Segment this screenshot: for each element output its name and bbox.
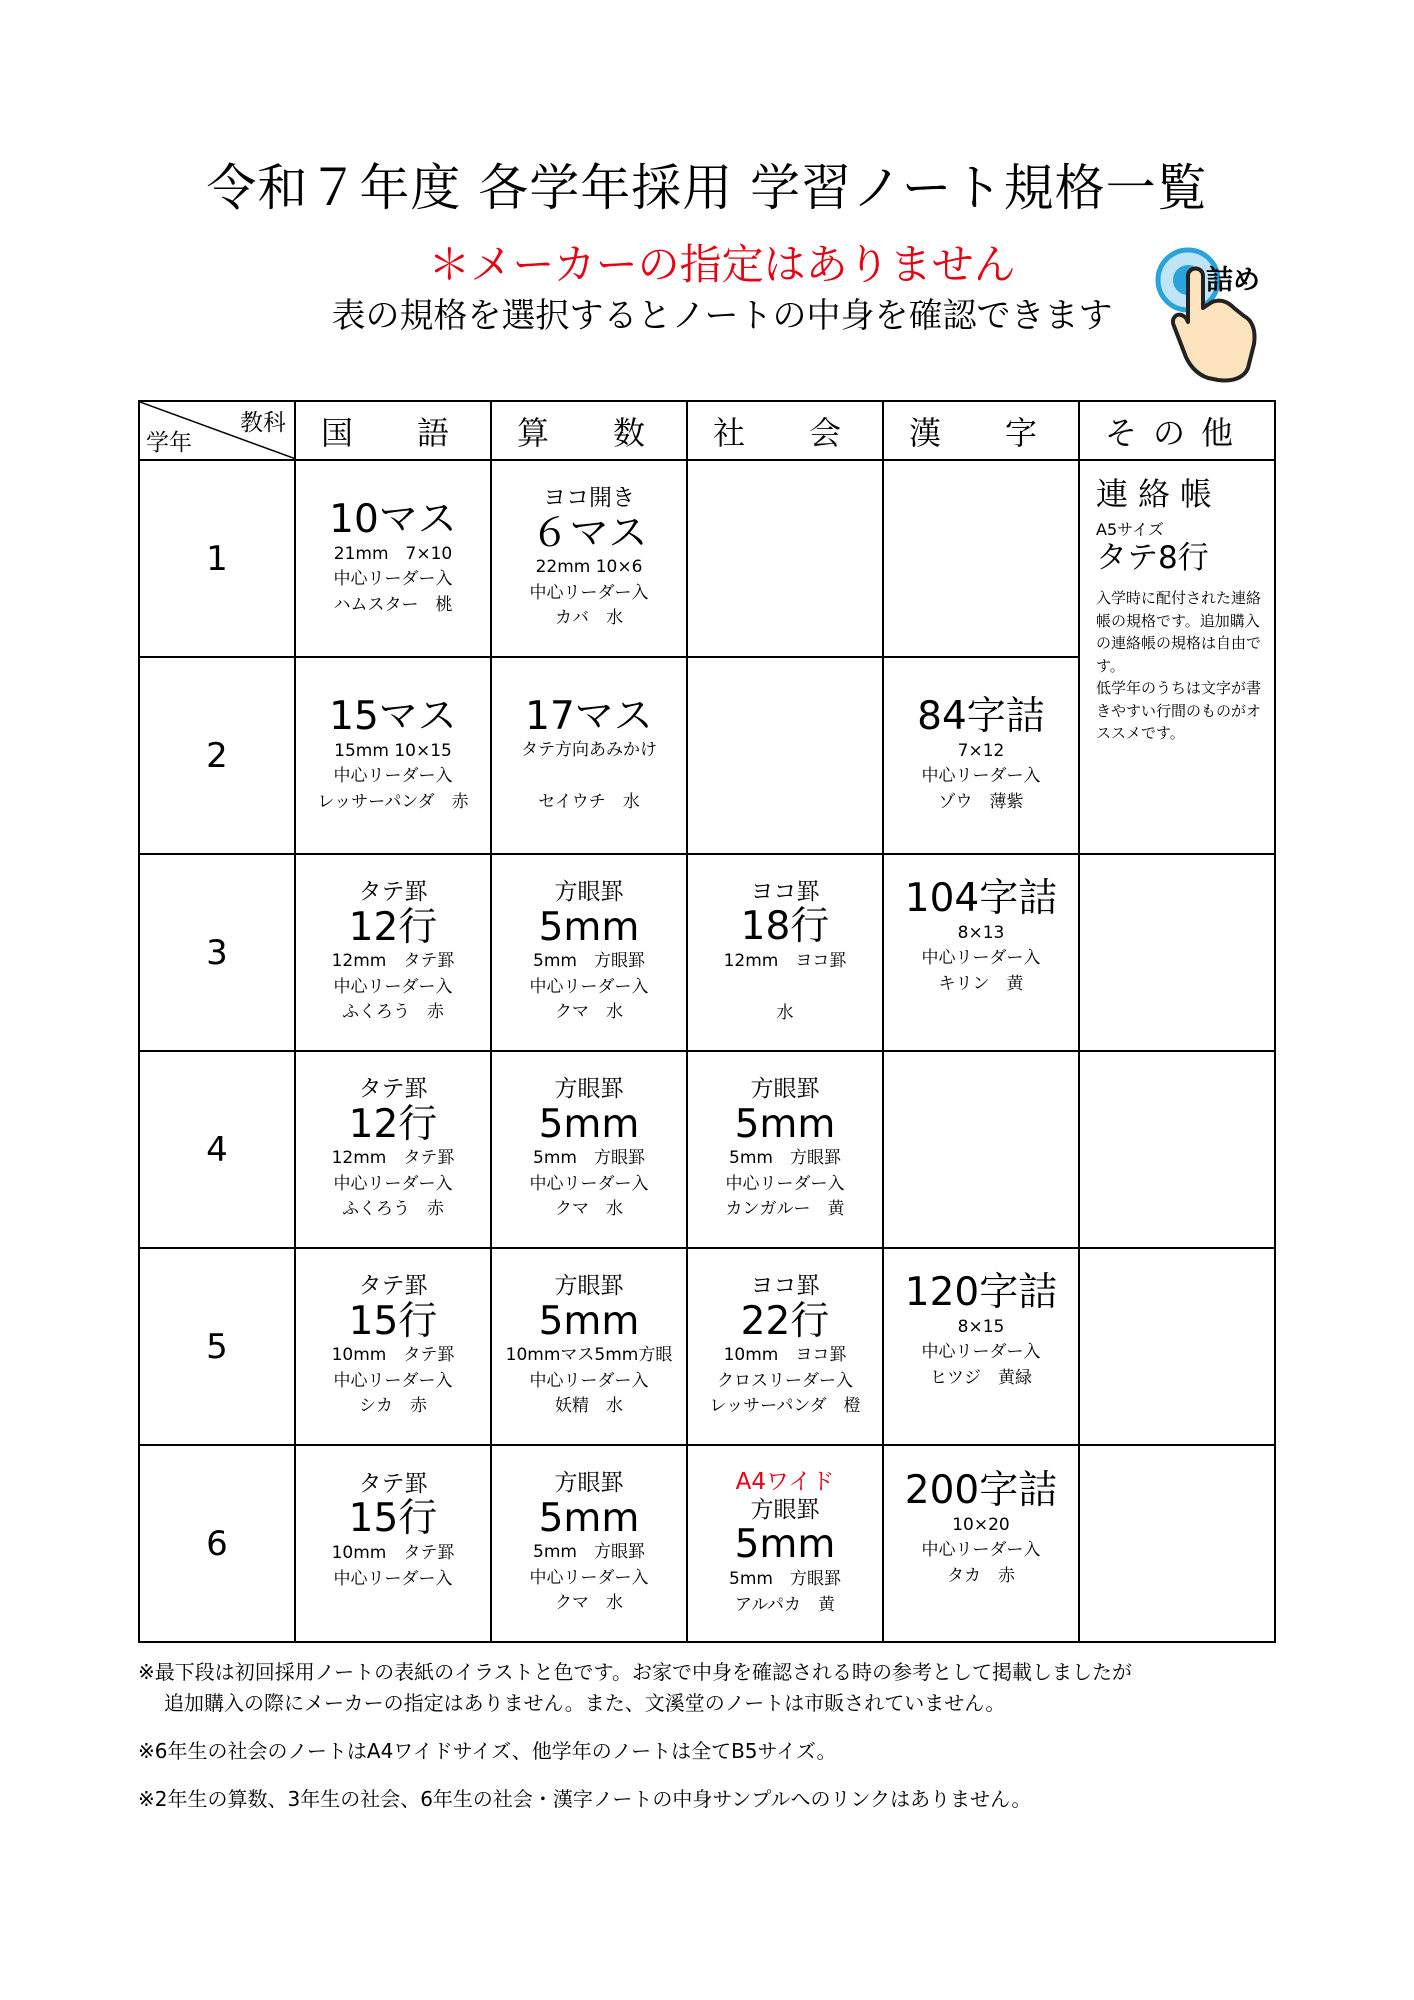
grade-row xyxy=(139,854,1275,1051)
spec-leader: 中心リーダー入 xyxy=(921,1540,1041,1561)
spec-detail: 12mm ヨコ罫 xyxy=(723,951,847,972)
spec-cover: キリン 黄 xyxy=(938,973,1024,994)
spec-label: ヨコ開き xyxy=(543,485,635,511)
spec-main: 104字詰 xyxy=(904,875,1058,921)
spec-main: 22行 xyxy=(740,1298,830,1344)
spec-cover: シカ 赤 xyxy=(359,1396,427,1417)
empty-cell xyxy=(1079,854,1275,1051)
grade-label: 5 xyxy=(139,1248,295,1445)
other-rule: タテ8行 xyxy=(1096,540,1209,576)
spec-label: タテ罫 xyxy=(358,1470,428,1497)
spec-main: 15行 xyxy=(348,1496,438,1542)
spec-cell-g2-kokugo[interactable] xyxy=(295,657,491,854)
spec-detail: 10mm タテ罫 xyxy=(331,1345,455,1366)
spec-label: タテ罫 xyxy=(358,1076,428,1102)
spec-cover: ハムスター 桃 xyxy=(333,594,453,615)
spec-detail: 10mm ヨコ罫 xyxy=(723,1345,847,1366)
grade-row xyxy=(139,460,1275,657)
spec-cell-g6-sansu[interactable] xyxy=(491,1445,687,1642)
spec-cell-g1-sansu[interactable] xyxy=(491,460,687,657)
grade-label: 3 xyxy=(139,854,295,1051)
spec-main: 200字詰 xyxy=(904,1467,1058,1513)
spec-cell-g3-shakai[interactable] xyxy=(687,854,883,1051)
spec-cover: ふくろう 赤 xyxy=(342,1002,444,1023)
spec-main: 10マス xyxy=(329,496,457,542)
spec-cell-g1-kokugo[interactable] xyxy=(295,460,491,657)
footnote-1: ※最下段は初回採用ノートの表紙のイラストと色です。お家で中身を確認される時の参考として掲載しましたが xyxy=(138,1660,1132,1684)
header-row xyxy=(139,401,1275,460)
spec-label: 方眼罫 xyxy=(750,1496,820,1523)
empty-cell xyxy=(1079,1248,1275,1445)
spec-cover: クマ 水 xyxy=(555,1199,623,1220)
spec-main: 15行 xyxy=(348,1298,438,1344)
footnote-1-cont: 追加購入の際にメーカーの指定はありません。また、文溪堂のノートは市販されていません。 xyxy=(164,1691,1006,1715)
subject-shakai: 社 会 xyxy=(687,401,883,460)
spec-leader: 中心リーダー入 xyxy=(333,976,453,997)
other-title: 連絡帳 xyxy=(1096,475,1223,513)
spec-cell-g3-sansu[interactable] xyxy=(491,854,687,1051)
spec-main: 18行 xyxy=(740,904,830,950)
spec-detail: 5mm 方眼罫 xyxy=(729,1148,841,1169)
other-description: 入学時に配付された連絡帳の規格です。追加購入の連絡帳の規格は自由です。 低学年のうちは文字が書きやすい行間のものがオススメです。 xyxy=(1096,589,1262,743)
spec-cell-g5-kokugo[interactable] xyxy=(295,1248,491,1445)
spec-detail: 12mm タテ罫 xyxy=(331,951,455,972)
spec-detail: 21mm 7×10 xyxy=(333,543,453,564)
spec-label: タテ罫 xyxy=(358,879,428,905)
spec-cover: レッサーパンダ 橙 xyxy=(709,1396,861,1417)
spec-cover: カンガルー 黄 xyxy=(725,1199,845,1220)
spec-leader: 中心リーダー入 xyxy=(529,582,649,603)
spec-main: 5mm xyxy=(538,1101,640,1147)
spec-cell-g5-shakai[interactable] xyxy=(687,1248,883,1445)
notebook-spec-table xyxy=(138,400,1276,1643)
spec-main: 15マス xyxy=(329,693,457,739)
spec-cover: 水 xyxy=(776,1002,794,1023)
empty-cell xyxy=(687,657,883,854)
spec-leader: 中心リーダー入 xyxy=(333,1370,453,1391)
spec-leader: 中心リーダー入 xyxy=(333,1173,453,1194)
spec-label: 方眼罫 xyxy=(554,1273,624,1299)
spec-cover: セイウチ 水 xyxy=(538,791,640,812)
spec-detail: 5mm 方眼罫 xyxy=(533,1542,645,1563)
spec-main: 120字詰 xyxy=(904,1269,1058,1315)
spec-label: ヨコ罫 xyxy=(750,878,820,905)
spec-cover: アルパカ 黄 xyxy=(734,1594,836,1615)
spec-main: 5mm xyxy=(538,1495,640,1541)
spec-leader: 中心リーダー入 xyxy=(921,1342,1041,1363)
spec-leader: クロスリーダー入 xyxy=(717,1370,853,1391)
subject-axis-label: 教科 xyxy=(240,410,286,436)
spec-cell-g2-sansu[interactable] xyxy=(491,657,687,854)
subject-kokugo: 国 語 xyxy=(295,401,491,460)
spec-leader: 中心リーダー入 xyxy=(529,1173,649,1194)
maker-notice: ＊メーカーの指定はありません xyxy=(428,240,1016,289)
grade-row xyxy=(139,1445,1275,1642)
grade-axis-label: 学年 xyxy=(146,430,192,456)
spec-label: タテ罫 xyxy=(358,1273,428,1299)
grade-label: 1 xyxy=(139,460,295,657)
spec-leader: 中心リーダー入 xyxy=(529,976,649,997)
spec-cell-g6-kanji[interactable] xyxy=(883,1445,1079,1642)
spec-main: 12行 xyxy=(348,904,438,950)
spec-detail: 8×15 xyxy=(957,1316,1005,1337)
spec-main: 5mm xyxy=(538,904,640,950)
spec-label: ヨコ罫 xyxy=(750,1273,820,1299)
spec-cover: クマ 水 xyxy=(555,1593,623,1614)
tap-hint xyxy=(1148,246,1298,386)
spec-detail: 10×20 xyxy=(952,1514,1010,1535)
spec-detail: 22mm 10×6 xyxy=(535,557,643,578)
spec-main: 5mm xyxy=(734,1101,836,1147)
subject-sansu: 算 数 xyxy=(491,401,687,460)
spec-cell-g5-kanji[interactable] xyxy=(883,1248,1079,1445)
grade-row xyxy=(139,1051,1275,1248)
spec-leader: 中心リーダー入 xyxy=(529,1370,649,1391)
spec-leader: 中心リーダー入 xyxy=(529,1567,649,1588)
spec-main: 84字詰 xyxy=(917,693,1045,739)
spec-detail: タテ方向あみかけ xyxy=(521,740,657,761)
spec-detail: 5mm 方眼罫 xyxy=(533,951,645,972)
spec-cell-g4-shakai[interactable] xyxy=(687,1051,883,1248)
empty-cell xyxy=(883,460,1079,657)
spec-leader: 中心リーダー入 xyxy=(333,766,453,787)
spec-leader: 中心リーダー入 xyxy=(921,766,1041,787)
footnotes xyxy=(138,1657,1288,1832)
spec-detail: 5mm 方眼罫 xyxy=(533,1148,645,1169)
spec-detail: 5mm 方眼罫 xyxy=(729,1569,841,1590)
corner-cell xyxy=(139,401,295,460)
spec-leader: 中心リーダー入 xyxy=(921,948,1041,969)
spec-label: 方眼罫 xyxy=(750,1076,820,1102)
spec-cell-g6-shakai[interactable] xyxy=(687,1445,883,1642)
grade-label: 6 xyxy=(139,1445,295,1642)
spec-cover: カバ 水 xyxy=(555,608,623,629)
page-title: 令和７年度 各学年採用 学習ノート規格一覧 xyxy=(206,159,1208,217)
other-renrakucho-cell xyxy=(1079,460,1275,854)
spec-detail: 7×12 xyxy=(957,740,1005,761)
instruction-text: 表の規格を選択するとノートの中身を確認できます xyxy=(331,296,1113,336)
subject-kanji: 漢 字 xyxy=(883,401,1079,460)
empty-cell xyxy=(1079,1445,1275,1642)
footnote-2: ※6年生の社会のノートはA4ワイドサイズ、他学年のノートは全てB5サイズ。 xyxy=(138,1739,837,1763)
empty-cell xyxy=(1079,1051,1275,1248)
spec-cell-g3-kokugo[interactable] xyxy=(295,854,491,1051)
spec-detail: 12mm タテ罫 xyxy=(331,1148,455,1169)
grade-label: 4 xyxy=(139,1051,295,1248)
spec-detail: 15mm 10×15 xyxy=(334,740,452,761)
paper-size-badge: A4ワイド xyxy=(735,1468,835,1495)
spec-cell-g5-sansu[interactable] xyxy=(491,1248,687,1445)
spec-label: 方眼罫 xyxy=(554,1076,624,1102)
footnote-3: ※2年生の算数、3年生の社会、6年生の社会・漢字ノートの中身サンプルへのリンクはありません。 xyxy=(138,1787,1032,1811)
spec-cover: 妖精 水 xyxy=(555,1396,623,1417)
spec-cell-g4-sansu[interactable] xyxy=(491,1051,687,1248)
spec-cell-g4-kokugo[interactable] xyxy=(295,1051,491,1248)
spec-detail: 10mmマス5mm方眼 xyxy=(505,1345,673,1366)
spec-label: 方眼罫 xyxy=(554,1470,624,1496)
spec-main: 17マス xyxy=(525,693,653,739)
grade-label: 2 xyxy=(139,657,295,854)
spec-cover: クマ 水 xyxy=(555,1002,623,1023)
tap-label: 詰め xyxy=(1206,265,1260,296)
empty-cell xyxy=(883,1051,1079,1248)
other-size: A5サイズ xyxy=(1096,520,1164,539)
spec-cell-g3-kanji[interactable] xyxy=(883,854,1079,1051)
spec-cover: ゾウ 薄紫 xyxy=(938,791,1024,812)
spec-main: 5mm xyxy=(538,1298,640,1344)
spec-leader: 中心リーダー入 xyxy=(725,1173,845,1194)
spec-main: 12行 xyxy=(348,1101,438,1147)
spec-leader: 中心リーダー入 xyxy=(333,569,453,590)
spec-cell-g6-kokugo[interactable] xyxy=(295,1445,491,1642)
spec-detail: 8×13 xyxy=(957,922,1005,943)
spec-main: ６マス xyxy=(530,510,648,556)
empty-cell xyxy=(687,460,883,657)
spec-cover: ふくろう 赤 xyxy=(342,1199,444,1220)
spec-cover: ヒツジ 黄緑 xyxy=(930,1367,1032,1388)
spec-leader: 中心リーダー入 xyxy=(333,1568,453,1589)
spec-detail: 10mm タテ罫 xyxy=(331,1543,455,1564)
spec-main: 5mm xyxy=(734,1522,836,1568)
subject-other: その他 xyxy=(1079,401,1275,460)
spec-label: 方眼罫 xyxy=(554,879,624,905)
spec-cell-g2-kanji[interactable] xyxy=(883,657,1079,854)
spec-cover: タカ 赤 xyxy=(947,1565,1015,1586)
grade-row xyxy=(139,1248,1275,1445)
spec-cover: レッサーパンダ 赤 xyxy=(317,791,469,812)
